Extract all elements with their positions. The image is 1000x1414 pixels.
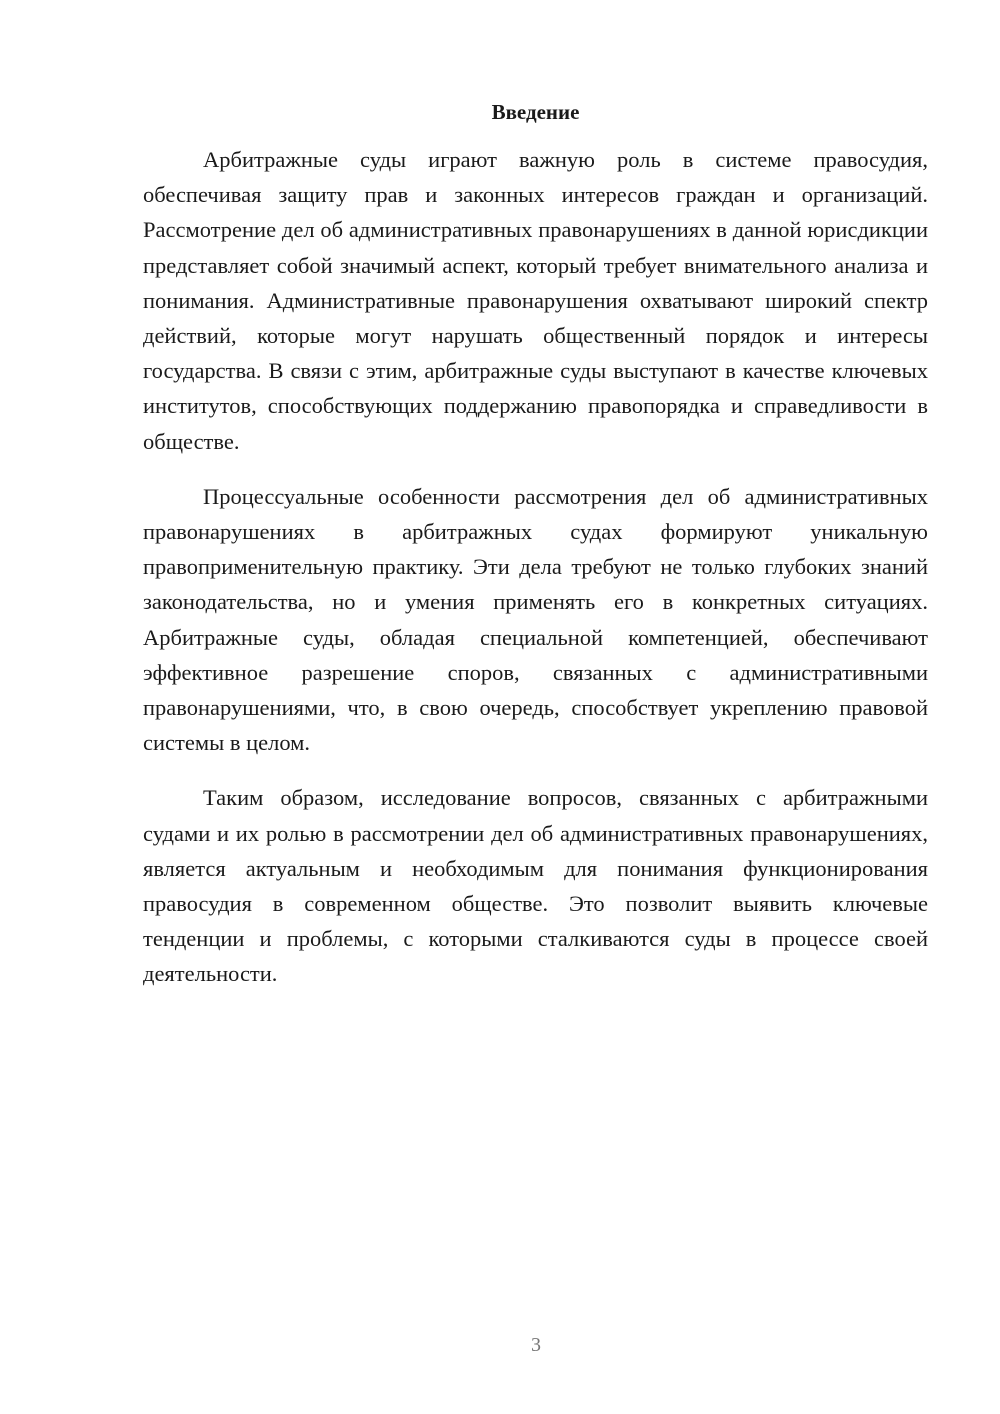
body-text <box>143 142 928 1012</box>
paragraph-3: Таким образом, исследование вопросов, связанных с арбитражными судами и их ролью в рассмотрении дел об административных правонарушениях, является актуальным и необходимым для понимания функционирования правосудия в современном обществе. Это позволит выявить ключевые тенденции и проблемы, с которыми сталкиваются суды в процессе своей деятельности. <box>143 785 928 987</box>
paragraph-2: Процессуальные особенности рассмотрения дел об административных правонарушениях в арбитражных судах формируют уникальную правоприменительную практику. Эти дела требуют не только глубоких знаний законодательства, но и умения применять его в конкретных ситуациях. Арбитражные суды, обладая специальной компетенцией, обеспечивают эффективное разрешение споров, связанных с административными правонарушениями, что, в свою очередь, способствует укреплению правовой системы в целом. <box>143 483 928 756</box>
section-heading: Введение <box>491 100 580 124</box>
paragraph-1: Арбитражные суды играют важную роль в системе правосудия, обеспечивая защиту прав и законных интересов граждан и организаций. Рассмотрение дел об административных правонарушениях в данной юрисдикции представляет собой значимый аспект, который требует внимательного анализа и понимания. Административные правонарушения охватывают широкий спектр действий, которые могут нарушать общественный порядок и интересы государства. В связи с этим, арбитражные суды выступают в качестве ключевых институтов, способствующих поддержанию правопорядка и справедливости в обществе. <box>143 147 928 454</box>
page-number: 3 <box>531 1334 541 1356</box>
